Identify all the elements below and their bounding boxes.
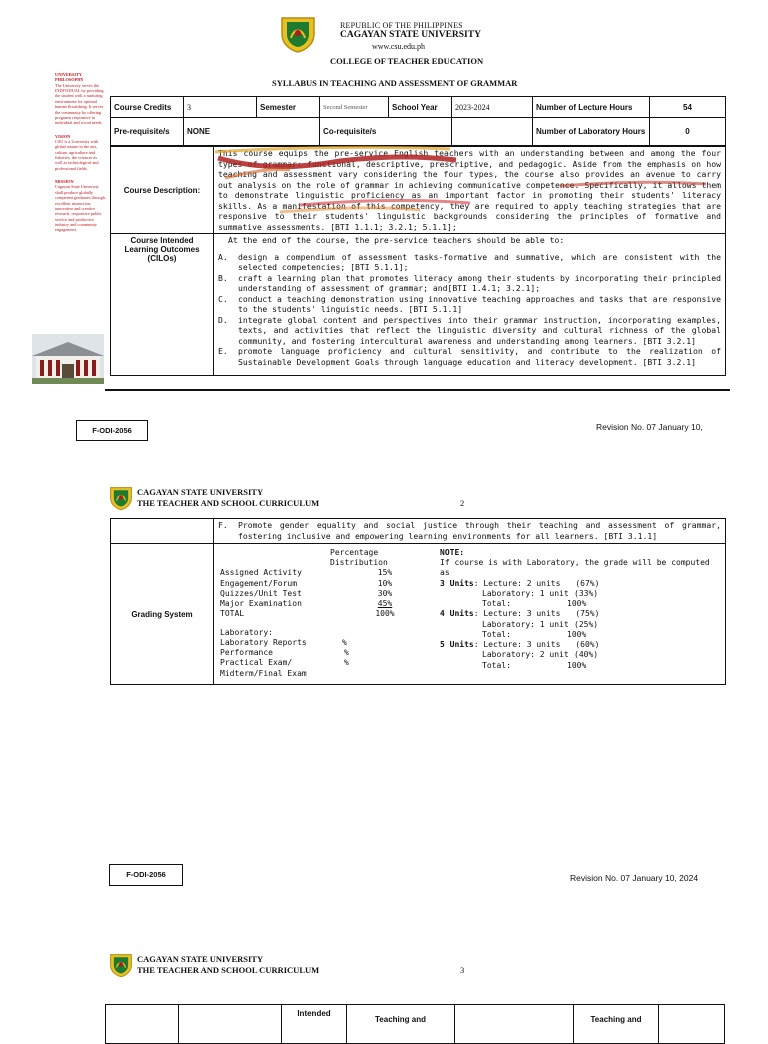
lecture-hours-value: 54 — [650, 97, 726, 118]
grading-cell — [214, 544, 726, 685]
unit-title: 5 Units — [440, 640, 474, 650]
table-header-cell — [659, 1005, 725, 1044]
cilo-cell — [214, 234, 726, 376]
semester-value: Second Semester — [320, 97, 389, 118]
unit-pct: (33%) — [574, 588, 599, 598]
university-name: CAGAYAN STATE UNIVERSITY — [340, 30, 481, 40]
cilo-text: promote language proficiency and cultural sensitivity, and contribute to the realization of Sustainable Development Goals through language education and literacy development. [BTI 3.2.1] — [238, 346, 721, 367]
revision-text: Revision No. 07 January 10, — [596, 422, 703, 432]
unit-pct: (60%) — [575, 640, 600, 650]
lab-pct — [342, 669, 428, 679]
lab-pct: % — [344, 648, 349, 658]
corequisite-label: Co-requisite/s — [320, 118, 452, 146]
lab-row — [218, 669, 428, 679]
unit-pct: (40%) — [574, 650, 599, 660]
unit-line: Total: — [482, 599, 511, 609]
unit-pct: 100% — [567, 599, 587, 609]
lab-name: Performance — [220, 648, 273, 658]
cilo-item — [218, 346, 721, 367]
cilo-text: design a compendium of assessment tasks-formative and summative, which are consistent with the selected competencies; [BTI 5.1.1]; — [238, 251, 721, 273]
cilo-text: integrate global content and perspectives into their grammar instruction, incorporating examples, texts, and activities that reflect the linguistic diversity and cultural richness of the global community, and fostering intercultural awareness and understanding among learners. [BTI 3.2.1] — [238, 314, 721, 346]
unit-pct: 100% — [567, 629, 587, 639]
unit-title: 3 Units — [440, 578, 474, 588]
philosophy-text: The University serves the INDIVIDUAL by providing the student with a nurturing environment for optimal human flourishing. It serves the community by offering programs responsive to individual and social needs. — [55, 82, 104, 126]
lab-name: Laboratory Reports — [220, 637, 307, 647]
curriculum-title: THE TEACHER AND SCHOOL CURRICULUM — [137, 965, 320, 975]
grade-pct: 15% — [377, 568, 393, 578]
grade-pct: 100% — [375, 609, 395, 619]
lab-hours-value: 0 — [650, 118, 726, 146]
pct-header: Percentage Distribution — [330, 548, 388, 568]
unit-block: 4 Units: Lecture: 3 units (75%) Laboratory: 1 unit (25%) Total: 100% — [440, 609, 600, 639]
unit-line: Lecture: 3 units — [483, 640, 561, 650]
lab-row — [218, 638, 428, 648]
grade-rows — [218, 568, 428, 678]
table-header-cell — [179, 1005, 282, 1044]
lab-hours-label: Number of Laboratory Hours — [533, 118, 650, 146]
cilo-f-cell — [214, 519, 726, 544]
grade-pct: 10% — [377, 578, 393, 588]
mission-title: MISSION — [55, 179, 74, 185]
university-name: CAGAYAN STATE UNIVERSITY — [137, 954, 264, 964]
form-number-box: F-ODI-2056 — [109, 864, 183, 886]
college-name: COLLEGE OF TEACHER EDUCATION — [330, 56, 484, 66]
grade-row — [218, 589, 428, 599]
republic-text: REPUBLIC OF THE PHILIPPINES — [340, 21, 463, 30]
description-text: This course equips the pre-service English teachers with an understanding between and among the four types of grammar: functional, descriptive, prescriptive, and pedagogic. Aside from the emphasis on how teaching and assessment vary considering the four types, the course also provides an avenue to carry out analysis on the role of grammar in achieving communicative competence. Specifically, it allows them to demonstrate linguistic proficiency as an important factor in promoting their students' literacy skills. As a manifestation of this competency, they are required to apply teaching strategies that are responsive to their students' linguistic backgrounds considering the principles of formative and summative assessments. [BTI 1.1.1; 3.2.1; 5.1.1]; — [214, 147, 726, 234]
unit-pct: 100% — [567, 660, 587, 670]
syllabus-title: SYLLABUS IN TEACHING AND ASSESSMENT OF GRAMMAR — [272, 78, 518, 88]
table-header-cell: Teaching and — [574, 1005, 659, 1044]
table-header-cell — [455, 1005, 574, 1044]
course-credits-value: 3 — [184, 97, 257, 118]
school-year-value: 2023-2024 — [452, 97, 533, 118]
grade-name: Assigned Activity — [220, 568, 302, 578]
form-number-box: F-ODI-2056 — [76, 420, 148, 441]
unit-line: Total: — [482, 660, 511, 670]
spacer — [342, 628, 428, 638]
course-info-table — [110, 96, 726, 146]
cilo-letter: A. — [218, 251, 228, 262]
grading-system-label: Grading System — [111, 544, 214, 685]
university-name: CAGAYAN STATE UNIVERSITY — [137, 487, 264, 497]
sidebar — [55, 72, 105, 233]
unit-line: Laboratory: 2 unit — [482, 650, 569, 660]
unit-block: 3 Units: Lecture: 2 units (67%) Laboratory: 1 unit (33%) Total: 100% — [440, 578, 600, 609]
table-header-cell: Intended — [282, 1005, 347, 1044]
lab-pct: % — [344, 658, 349, 668]
semester-label: Semester — [257, 97, 320, 118]
unit-block: 5 Units: Lecture: 3 units (60%) Laboratory: 2 unit (40%) Total: 100% — [440, 640, 600, 670]
grade-row — [218, 568, 428, 578]
grading-distribution — [218, 548, 440, 679]
cilo-letter: F. — [218, 520, 228, 531]
spacer — [342, 620, 428, 628]
grade-name: TOTAL — [220, 609, 245, 619]
curriculum-title: THE TEACHER AND SCHOOL CURRICULUM — [137, 498, 320, 508]
description-label: Course Description: — [111, 147, 214, 234]
cilo-item — [218, 294, 721, 315]
cilo-item — [218, 520, 721, 541]
csu-logo — [278, 14, 318, 54]
cilo-item — [218, 273, 721, 294]
empty-cell — [111, 519, 214, 544]
cilo-text: craft a learning plan that promotes literacy among their students by incorporating their principled understanding of assessment of grammar; and[BTI 1.4.1; 3.2.1]; — [238, 272, 721, 294]
course-content-table — [110, 146, 726, 376]
prerequisite-value: NONE — [184, 118, 320, 146]
cilo-letter: E. — [218, 346, 228, 357]
grade-row — [218, 579, 428, 589]
school-year-label: School Year — [389, 97, 452, 118]
cilo-label: Course Intended Learning Outcomes (CILOs) — [111, 234, 214, 376]
unit-title: 4 Units — [440, 609, 474, 619]
cilo-intro: At the end of the course, the pre-service teachers should be able to: — [228, 235, 565, 246]
cilo-letter: C. — [218, 293, 228, 304]
unit-line: Lecture: 2 units — [483, 578, 561, 588]
note-text: If course is with Laboratory, the grade will be computed as — [440, 558, 710, 578]
note-title: NOTE: — [440, 548, 465, 557]
page-number: 2 — [460, 498, 465, 508]
cilo-item — [218, 315, 721, 347]
grading-note — [440, 548, 721, 679]
separator-line — [105, 389, 730, 391]
unit-pct: (75%) — [575, 609, 600, 619]
unit-line: Lecture: 3 units — [483, 609, 561, 619]
lecture-hours-label: Number of Lecture Hours — [533, 97, 650, 118]
grade-row — [218, 599, 428, 609]
mission-text: Cagayan State University shall produce globally competent graduates through excellent instruction, innovative and creative research, responsive public service and productive industry and community engagement. — [55, 184, 105, 233]
grade-row — [218, 609, 428, 619]
prerequisite-label: Pre-requisite/s — [111, 118, 184, 146]
unit-line: Total: — [482, 629, 511, 639]
unit-pct: (25%) — [574, 619, 599, 629]
lab-label: Laboratory: — [220, 627, 273, 637]
cilo-letter: D. — [218, 314, 228, 325]
grade-name: Quizzes/Unit Test — [220, 588, 302, 598]
table-header-cell — [106, 1005, 179, 1044]
vision-text: CSU is a University with global stature in the arts, culture, agriculture and fisheries, the sciences as well as technological and professional fields. — [55, 138, 99, 171]
table-header-cell: Teaching and — [347, 1005, 455, 1044]
university-website: www.csu.edu.ph — [372, 42, 426, 51]
spacer — [218, 620, 342, 628]
revision-text: Revision No. 07 January 10, 2024 — [570, 873, 699, 883]
grade-name: Major Examination — [220, 599, 302, 609]
lab-name: Midterm/Final Exam — [220, 668, 307, 678]
grading-table — [110, 518, 726, 685]
cilo-text: conduct a teaching demonstration using innovative teaching approaches and tasks that are responsive to the students' linguistic needs. [BTI 5.1.1] — [238, 293, 721, 315]
grade-pct: 45% — [377, 599, 393, 609]
grade-name: Engagement/Forum — [220, 578, 298, 588]
campus-building-image — [32, 334, 104, 384]
cilo-text: Promote gender equality and social justice through their teaching and assessment of grammar, fostering inclusive and empowering learning environments for all learners. [BTI 3.1.1] — [238, 520, 721, 541]
cilo-item — [218, 252, 721, 273]
cilo-letter: B. — [218, 272, 228, 283]
philosophy-title: UNIVERSITY PHILOSOPHY — [55, 72, 84, 83]
grade-pct: 30% — [377, 588, 393, 598]
vision-title: VISION — [55, 133, 71, 139]
lab-row — [218, 648, 428, 658]
unit-line: Laboratory: 1 unit — [482, 619, 569, 629]
lab-name: Practical Exam/ — [220, 658, 293, 668]
lab-row — [218, 658, 428, 668]
unit-pct: (67%) — [575, 578, 600, 588]
plan-table — [105, 1004, 725, 1044]
course-credits-label: Course Credits — [111, 97, 184, 118]
unit-line: Laboratory: 1 unit — [482, 588, 569, 598]
lab-label-row — [218, 628, 428, 638]
lab-pct: % — [342, 637, 347, 647]
corequisite-value — [452, 118, 533, 146]
csu-logo — [108, 952, 134, 978]
csu-logo — [108, 485, 134, 511]
page-number: 3 — [460, 965, 465, 975]
